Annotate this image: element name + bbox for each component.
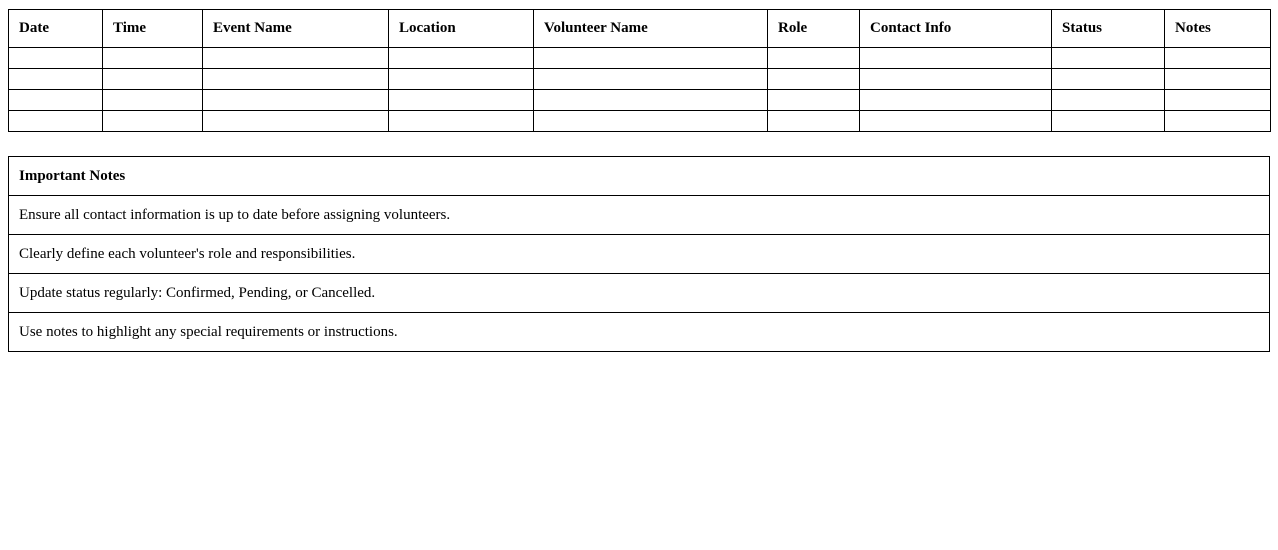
important-notes-table — [8, 156, 1270, 352]
table-cell[interactable] — [389, 48, 534, 69]
table-row — [9, 69, 1271, 90]
table-row — [9, 48, 1271, 69]
table-cell[interactable] — [1165, 90, 1271, 111]
table-cell[interactable] — [1052, 90, 1165, 111]
column-header-status: Status — [1052, 10, 1165, 48]
table-cell[interactable] — [1165, 69, 1271, 90]
important-notes-title: Important Notes — [9, 157, 1270, 196]
table-cell[interactable] — [534, 69, 768, 90]
table-cell[interactable] — [9, 48, 103, 69]
note-row — [9, 274, 1270, 313]
table-cell[interactable] — [389, 90, 534, 111]
column-header-volunteer-name: Volunteer Name — [534, 10, 768, 48]
table-cell[interactable] — [1052, 111, 1165, 132]
note-item: Use notes to highlight any special requirements or instructions. — [9, 313, 1270, 352]
table-cell[interactable] — [768, 48, 860, 69]
table-cell[interactable] — [389, 111, 534, 132]
table-cell[interactable] — [860, 90, 1052, 111]
column-header-event-name: Event Name — [203, 10, 389, 48]
table-row — [9, 90, 1271, 111]
note-item: Ensure all contact information is up to date before assigning volunteers. — [9, 196, 1270, 235]
table-cell[interactable] — [9, 69, 103, 90]
table-cell[interactable] — [534, 48, 768, 69]
table-cell[interactable] — [1052, 69, 1165, 90]
table-cell[interactable] — [768, 90, 860, 111]
notes-header-row — [9, 157, 1270, 196]
table-cell[interactable] — [860, 48, 1052, 69]
note-row — [9, 196, 1270, 235]
table-cell[interactable] — [103, 48, 203, 69]
note-row — [9, 235, 1270, 274]
table-cell[interactable] — [103, 69, 203, 90]
table-cell[interactable] — [9, 90, 103, 111]
column-header-contact-info: Contact Info — [860, 10, 1052, 48]
table-cell[interactable] — [1165, 111, 1271, 132]
note-row — [9, 313, 1270, 352]
table-cell[interactable] — [203, 69, 389, 90]
table-cell[interactable] — [768, 111, 860, 132]
table-cell[interactable] — [768, 69, 860, 90]
note-item: Update status regularly: Confirmed, Pending, or Cancelled. — [9, 274, 1270, 313]
table-cell[interactable] — [203, 90, 389, 111]
table-cell[interactable] — [1052, 48, 1165, 69]
table-cell[interactable] — [534, 111, 768, 132]
table-cell[interactable] — [534, 90, 768, 111]
table-cell[interactable] — [389, 69, 534, 90]
table-cell[interactable] — [203, 111, 389, 132]
table-cell[interactable] — [860, 69, 1052, 90]
column-header-notes: Notes — [1165, 10, 1271, 48]
column-header-role: Role — [768, 10, 860, 48]
table-row — [9, 111, 1271, 132]
table-header-row — [9, 10, 1271, 48]
table-cell[interactable] — [103, 111, 203, 132]
column-header-location: Location — [389, 10, 534, 48]
table-cell[interactable] — [860, 111, 1052, 132]
column-header-date: Date — [9, 10, 103, 48]
table-cell[interactable] — [1165, 48, 1271, 69]
column-header-time: Time — [103, 10, 203, 48]
volunteer-schedule-table — [8, 9, 1271, 132]
note-item: Clearly define each volunteer's role and responsibilities. — [9, 235, 1270, 274]
table-cell[interactable] — [9, 111, 103, 132]
table-cell[interactable] — [203, 48, 389, 69]
table-cell[interactable] — [103, 90, 203, 111]
